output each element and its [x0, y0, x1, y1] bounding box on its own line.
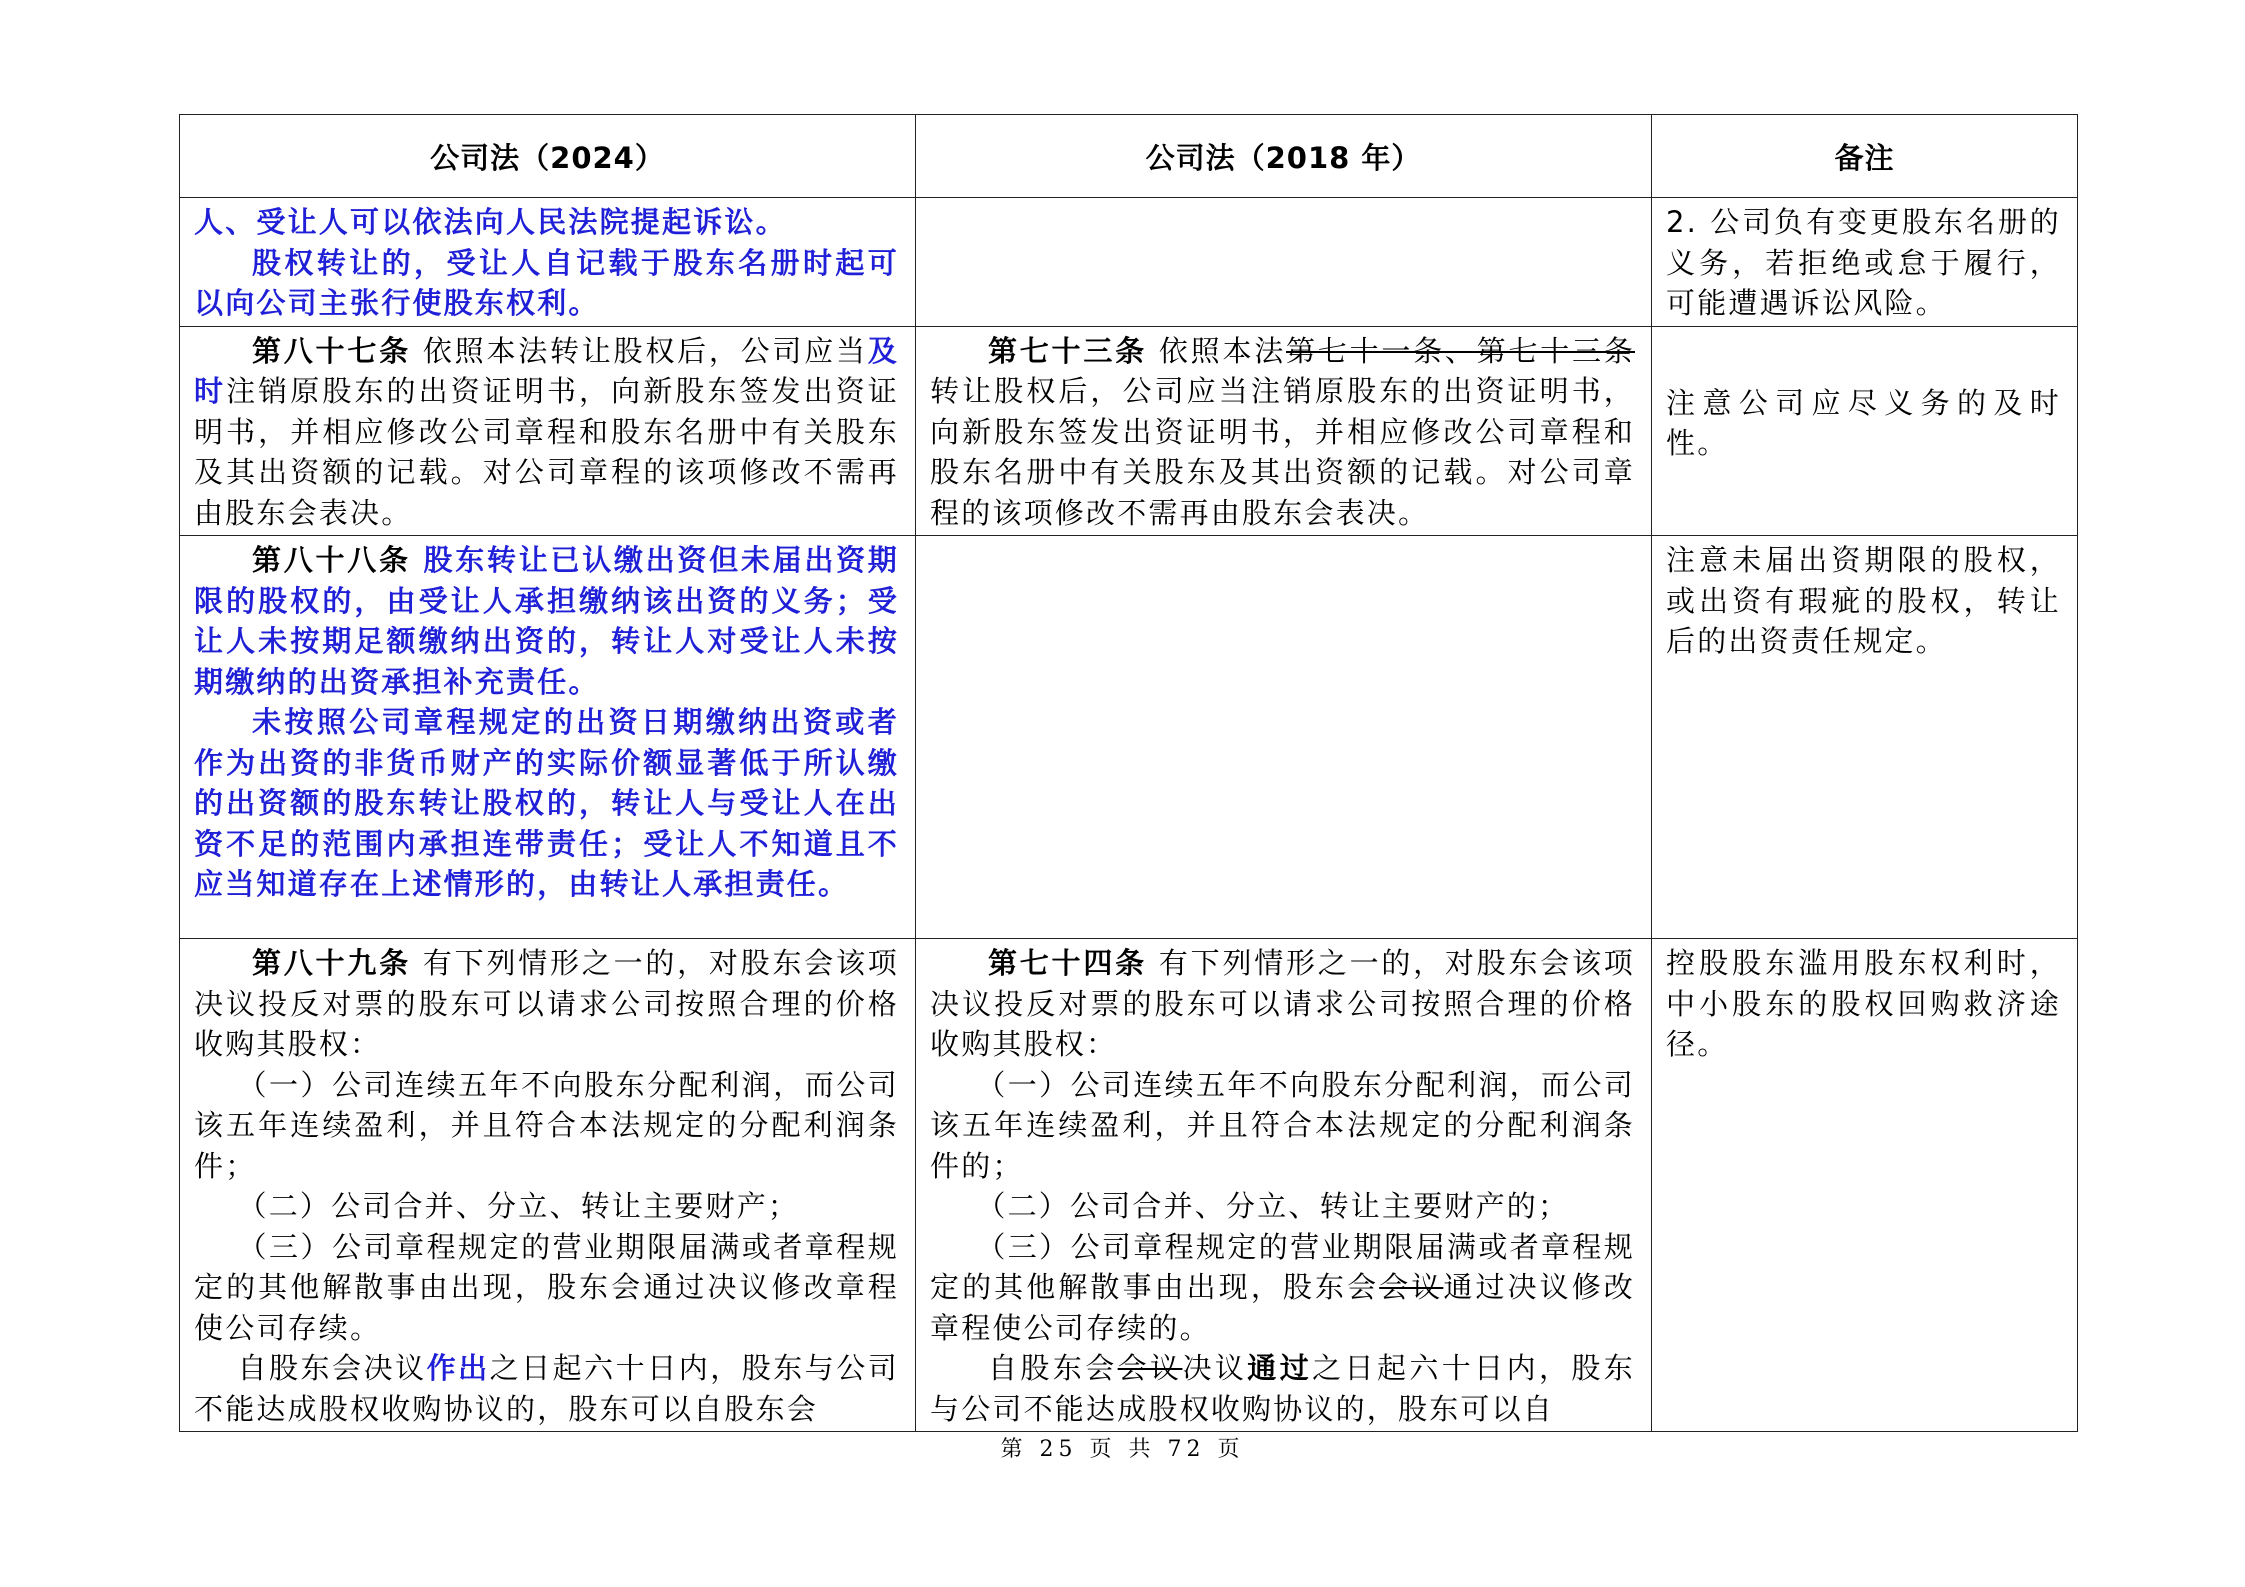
cell-note	[1652, 326, 2078, 536]
text-run: 股东转让已认缴出资但未届出资期限的股权的，由受让人承担缴纳该出资的义务；受让人未按期足额缴纳出资的，转让人对受让人未按期缴纳的出资承担补充责任。	[194, 543, 899, 699]
cell-2024	[180, 939, 916, 1432]
text-run: 有下列情形之一的，对股东会该项决议投反对票的股东可以请求公司按照合理的价格收购其股权：	[194, 946, 899, 1061]
page-footer: 第 25 页 共 72 页	[1000, 1437, 1245, 1462]
text-run: 转让股权后，公司应当注销原股东的出资证明书，向新股东签发出资证明书，并相应修改公司章程和股东名册中有关股东及其出资额的记载。对公司章程的该项修改不需再由股东会表决。	[930, 374, 1635, 530]
cell-2024	[180, 326, 916, 536]
text-run: 依照本法	[1146, 333, 1287, 368]
cell-2018	[916, 939, 1652, 1432]
text-run: 自股东会	[988, 1351, 1118, 1385]
text-run: 注销原股东的出资证明书，向新股东签发出资证明书，并相应修改公司章程和股东名册中有关股东及其出资额的记载。对公司章程的该项修改不需再由股东会表决。	[194, 374, 900, 530]
paragraph: 未按照公司章程规定的出资日期缴纳出资或者作为出资的非货币财产的实际价额显著低于所认缴的出资额的股东转让股权的，转让人与受让人在出资不足的范围内承担连带责任；受让人不知道且不应当知道存在上述情形的，由转让人承担责任。	[194, 705, 899, 901]
text-run: （三）公司章程规定的营业期限届满或者章程规定的其他解散事由出现，股东会	[930, 1229, 1635, 1304]
article-number: 第七十四条	[988, 946, 1147, 980]
note-text: 2. 公司负有变更股东名册的义务，若拒绝或怠于履行，可能遭遇诉讼风险。	[1666, 205, 2061, 320]
table-row	[180, 326, 2078, 536]
deleted-text: 第七十一条、第七十三条	[1286, 333, 1635, 368]
header-2024: 公司法（2024）	[180, 115, 916, 198]
paragraph: 人、受让人可以依法向人民法院提起诉讼。	[194, 205, 787, 239]
cell-2018	[916, 536, 1652, 939]
table-row	[180, 536, 2078, 939]
text-run: 之日起六十日内，股东与公司不能达成股权收购协议的，股东可以自	[930, 1351, 1635, 1426]
deleted-text: 会议	[1379, 1270, 1444, 1304]
list-item: （二）公司合并、分立、转让主要财产的；	[976, 1189, 1570, 1223]
article-number: 第八十九条	[252, 946, 411, 980]
cell-2018	[916, 198, 1652, 327]
table-row	[180, 198, 2078, 327]
text-run: 自股东会决议	[237, 1351, 427, 1385]
paragraph	[930, 943, 1635, 1065]
comparison-table	[179, 114, 2078, 1432]
article-number: 第八十八条	[252, 543, 411, 577]
deleted-text: 会议	[1117, 1351, 1183, 1385]
added-text: 通过	[1247, 1351, 1313, 1385]
paragraph	[194, 1348, 899, 1429]
text-run: 依照本法转让股权后，公司应当	[410, 333, 868, 368]
list-item: （一）公司连续五年不向股东分配利润，而公司该五年连续盈利，并且符合本法规定的分配利润条件；	[194, 1067, 899, 1183]
cell-note	[1652, 939, 2078, 1432]
list-item: （一）公司连续五年不向股东分配利润，而公司该五年连续盈利，并且符合本法规定的分配利润条件的；	[930, 1067, 1635, 1183]
text-run: 之日起六十日内，股东与公司不能达成股权收购协议的，股东可以自股东会	[194, 1351, 899, 1426]
note-text: 控股股东滥用股东权利时，中小股东的股权回购救济途径。	[1666, 946, 2061, 1061]
text-run: 决议	[1182, 1351, 1248, 1385]
cell-2018	[916, 326, 1652, 536]
cell-2024	[180, 198, 916, 327]
paragraph: 股权转让的，受让人自记载于股东名册时起可以向公司主张行使股东权利。	[194, 245, 899, 320]
added-text: 作出	[426, 1351, 490, 1385]
cell-note	[1652, 198, 2078, 327]
cell-note	[1652, 536, 2078, 939]
paragraph	[930, 331, 1635, 534]
note-text: 注意公司应尽义务的及时性。	[1666, 385, 2061, 460]
header-notes: 备注	[1652, 115, 2078, 198]
text-run: 通过决议修改章程使公司存续的。	[930, 1270, 1635, 1345]
paragraph	[194, 331, 899, 534]
note-text: 注意未届出资期限的股权，或出资有瑕疵的股权，转让后的出资责任规定。	[1666, 543, 2061, 658]
list-item: （二）公司合并、分立、转让主要财产；	[237, 1189, 800, 1223]
table-row	[180, 939, 2078, 1432]
added-text: 及时	[194, 333, 899, 408]
article-number: 第七十三条	[988, 333, 1147, 368]
paragraph	[194, 540, 899, 702]
list-item	[930, 1227, 1635, 1349]
header-2018: 公司法（2018 年）	[916, 115, 1652, 198]
paragraph	[194, 943, 899, 1065]
text-run: 有下列情形之一的，对股东会该项决议投反对票的股东可以请求公司按照合理的价格收购其股权：	[930, 946, 1635, 1061]
cell-2024	[180, 536, 916, 939]
list-item: （三）公司章程规定的营业期限届满或者章程规定的其他解散事由出现，股东会通过决议修改章程使公司存续。	[194, 1229, 899, 1345]
article-number: 第八十七条	[252, 333, 411, 368]
paragraph	[930, 1348, 1635, 1429]
header-row	[180, 115, 2078, 198]
